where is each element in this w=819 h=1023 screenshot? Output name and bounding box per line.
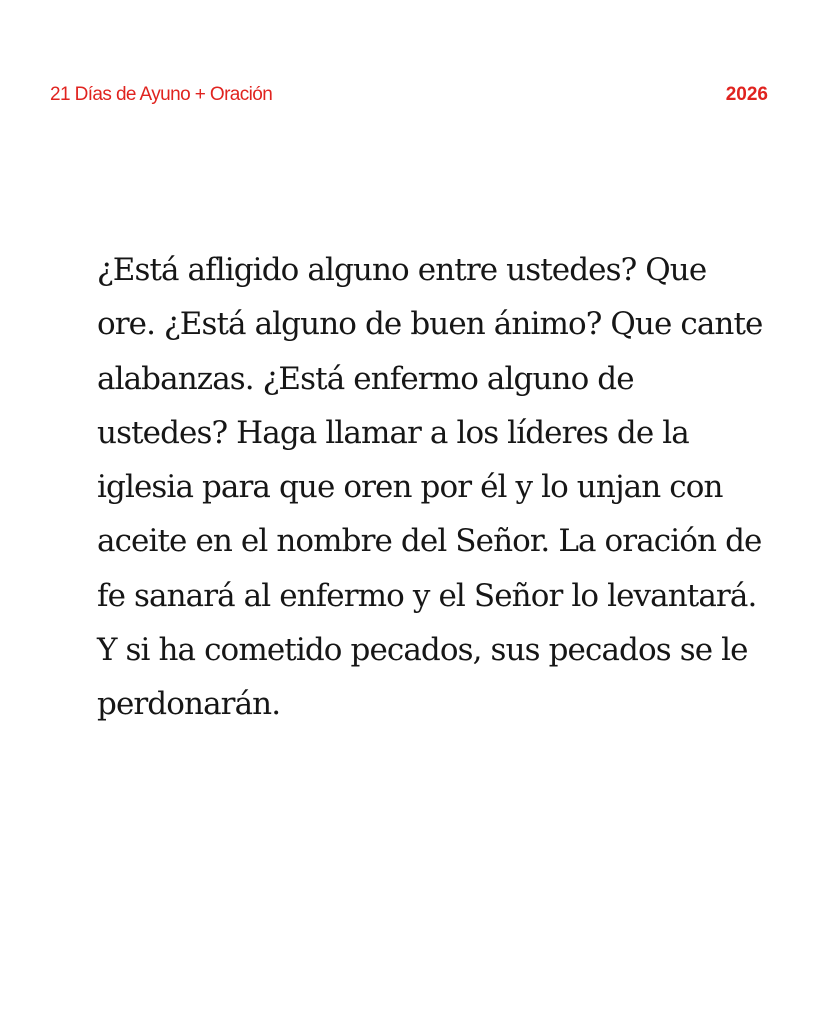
scripture-verse: ¿Está afligido alguno entre ustedes? Que ore. ¿Está alguno de buen ánimo? Que cante alabanzas. ¿Está enfermo alguno de ustedes? Haga llamar a los líderes de la iglesia para que oren por él y lo unjan con aceite en el nombre del Señor. La oración de fe sanará al enfermo y el Señor lo levantará. Y si ha cometido pecados, sus pecados se le perdonarán. (97, 252, 763, 723)
series-title: 21 Días de Ayuno + Oración (50, 84, 273, 105)
year-label: 2026 (725, 84, 768, 105)
page-header (50, 84, 768, 106)
